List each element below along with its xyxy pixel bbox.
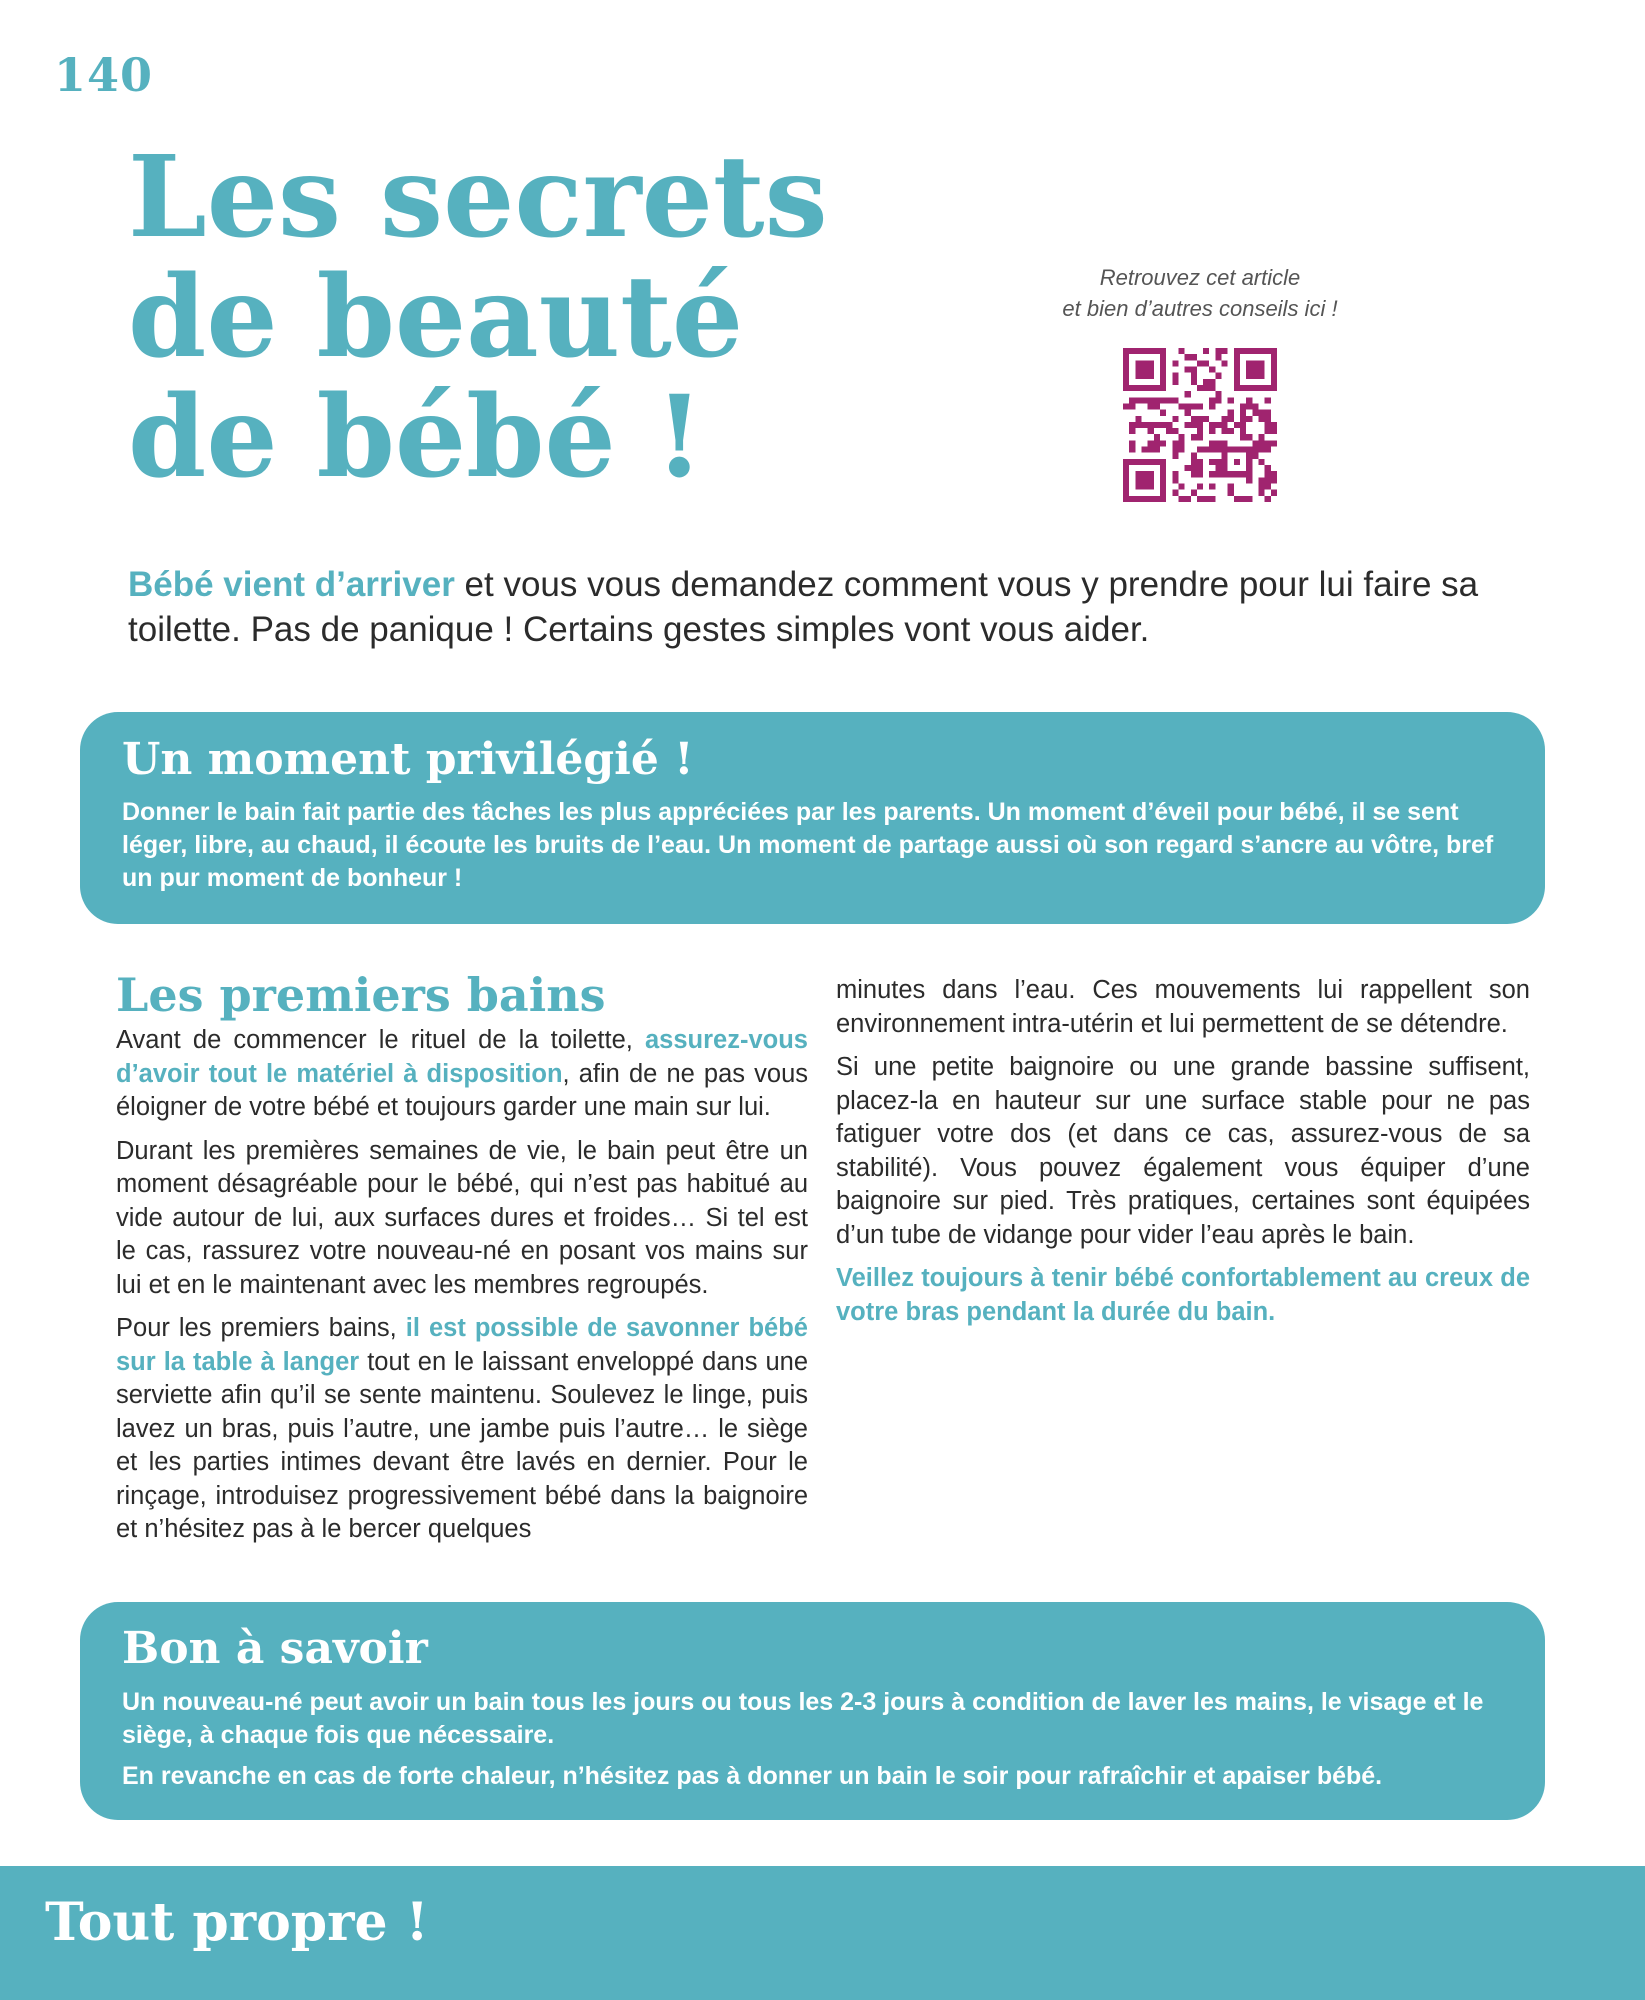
intro-paragraph (128, 562, 1513, 652)
article-column-right (836, 974, 1530, 1339)
intro-text: et vous vous demandez comment vous y prendre pour lui faire sa toilette. Pas de panique ! Certains gestes simples vont vous aider. (128, 565, 1479, 649)
paragraph-premieres-semaines: Durant les premières semaines de vie, le bain peut être un moment désagréable pour le bébé, qui n’est pas habitué au vide autour de lui, aux surfaces dures et froides… Si tel est le cas, rassurez votre nouveau-né en posant vos mains sur lui et en le maintenant avec les membres regroupés. (116, 1136, 808, 1299)
bon-a-savoir-box (80, 1602, 1545, 1820)
moment-box-text: Donner le bain fait partie des tâches les plus appréciées par les parents. Un moment d’éveil pour bébé, il se sent léger, libre, au chaud, il écoute les bruits de l’eau. Un moment de partage aussi où son regard s’ancre au vôtre, bref un pur moment de bonheur ! (122, 798, 1494, 892)
paragraph-baignoire: Si une petite baignoire ou une grande bassine suffisent, placez-la en hauteur sur une surface stable pour ne pas fatiguer votre dos (et dans ce cas, assurez-vous de sa stabilité). Vous pouvez également vous équiper d’une baignoire sur pied. Très pratiques, certaines sont équipées d’un tube de vidange pour vider l’eau après le bain. (836, 1053, 1530, 1249)
bon-a-savoir-text-1: Un nouveau-né peut avoir un bain tous les jours ou tous les 2-3 jours à condition de laver les mains, le visage et le siège, à chaque fois que nécessaire. (122, 1688, 1484, 1749)
text-run: Avant de commencer le rituel de la toilette, (116, 1026, 645, 1054)
intro-lead: Bébé vient d’arriver (128, 565, 455, 604)
qr-caption-line-1: Retrouvez cet article (1099, 265, 1301, 290)
paragraph-table-a-langer (116, 1312, 808, 1547)
text-run: , afin de ne pas vous éloigner de votre bébé et toujours garder une main sur lui. (116, 1059, 808, 1121)
page-number: 140 (54, 48, 154, 102)
highlight-table-a-langer: il est possible de savonner bébé sur la table à langer (116, 1314, 808, 1376)
qr-caption-line-2: et bien d’autres conseils ici ! (1062, 296, 1338, 321)
paragraph-materiel (116, 1024, 808, 1125)
text-run: tout en le laissant enveloppé dans une serviette afin qu’il se sente maintenu. Soulevez le linge, puis lavez un bras, puis l’autre, une jambe puis l’autre… le siège et les parties intimes devant être lavés en dernier. Pour le rinçage, introduisez progressivement bébé dans la baignoire et n’hésitez pas à le bercer quelques (116, 1347, 809, 1543)
qr-code-icon[interactable] (1123, 348, 1277, 502)
footer-band (0, 1866, 1645, 2000)
highlight-materiel: assurez-vous d’avoir tout le matériel à disposition (116, 1026, 808, 1088)
paragraph-minutes: minutes dans l’eau. Ces mouvements lui rappellent son environnement intra-utérin et lui permettent de se détendre. (836, 976, 1530, 1038)
page-title-line-2: de beauté (128, 252, 744, 383)
moment-privilegie-box (80, 712, 1545, 924)
moment-box-title: Un moment privilégié ! (122, 734, 694, 785)
footer-title: Tout propre ! (45, 1892, 429, 1953)
text-run: Pour les premiers bains, (116, 1314, 406, 1342)
premiers-bains-title: Les premiers bains (116, 968, 606, 1022)
qr-caption (1020, 262, 1380, 324)
article-column-left (116, 1024, 808, 1557)
page-title-line-1: Les secrets (128, 132, 828, 263)
page-title (128, 132, 828, 503)
page-title-line-3: de bébé ! (128, 372, 704, 503)
paragraph-conseil: Veillez toujours à tenir bébé confortablement au creux de votre bras pendant la durée du bain. (836, 1264, 1530, 1326)
bon-a-savoir-title: Bon à savoir (122, 1623, 428, 1674)
bon-a-savoir-text-2: En revanche en cas de forte chaleur, n’hésitez pas à donner un bain le soir pour rafraîchir et apaiser bébé. (122, 1762, 1383, 1790)
